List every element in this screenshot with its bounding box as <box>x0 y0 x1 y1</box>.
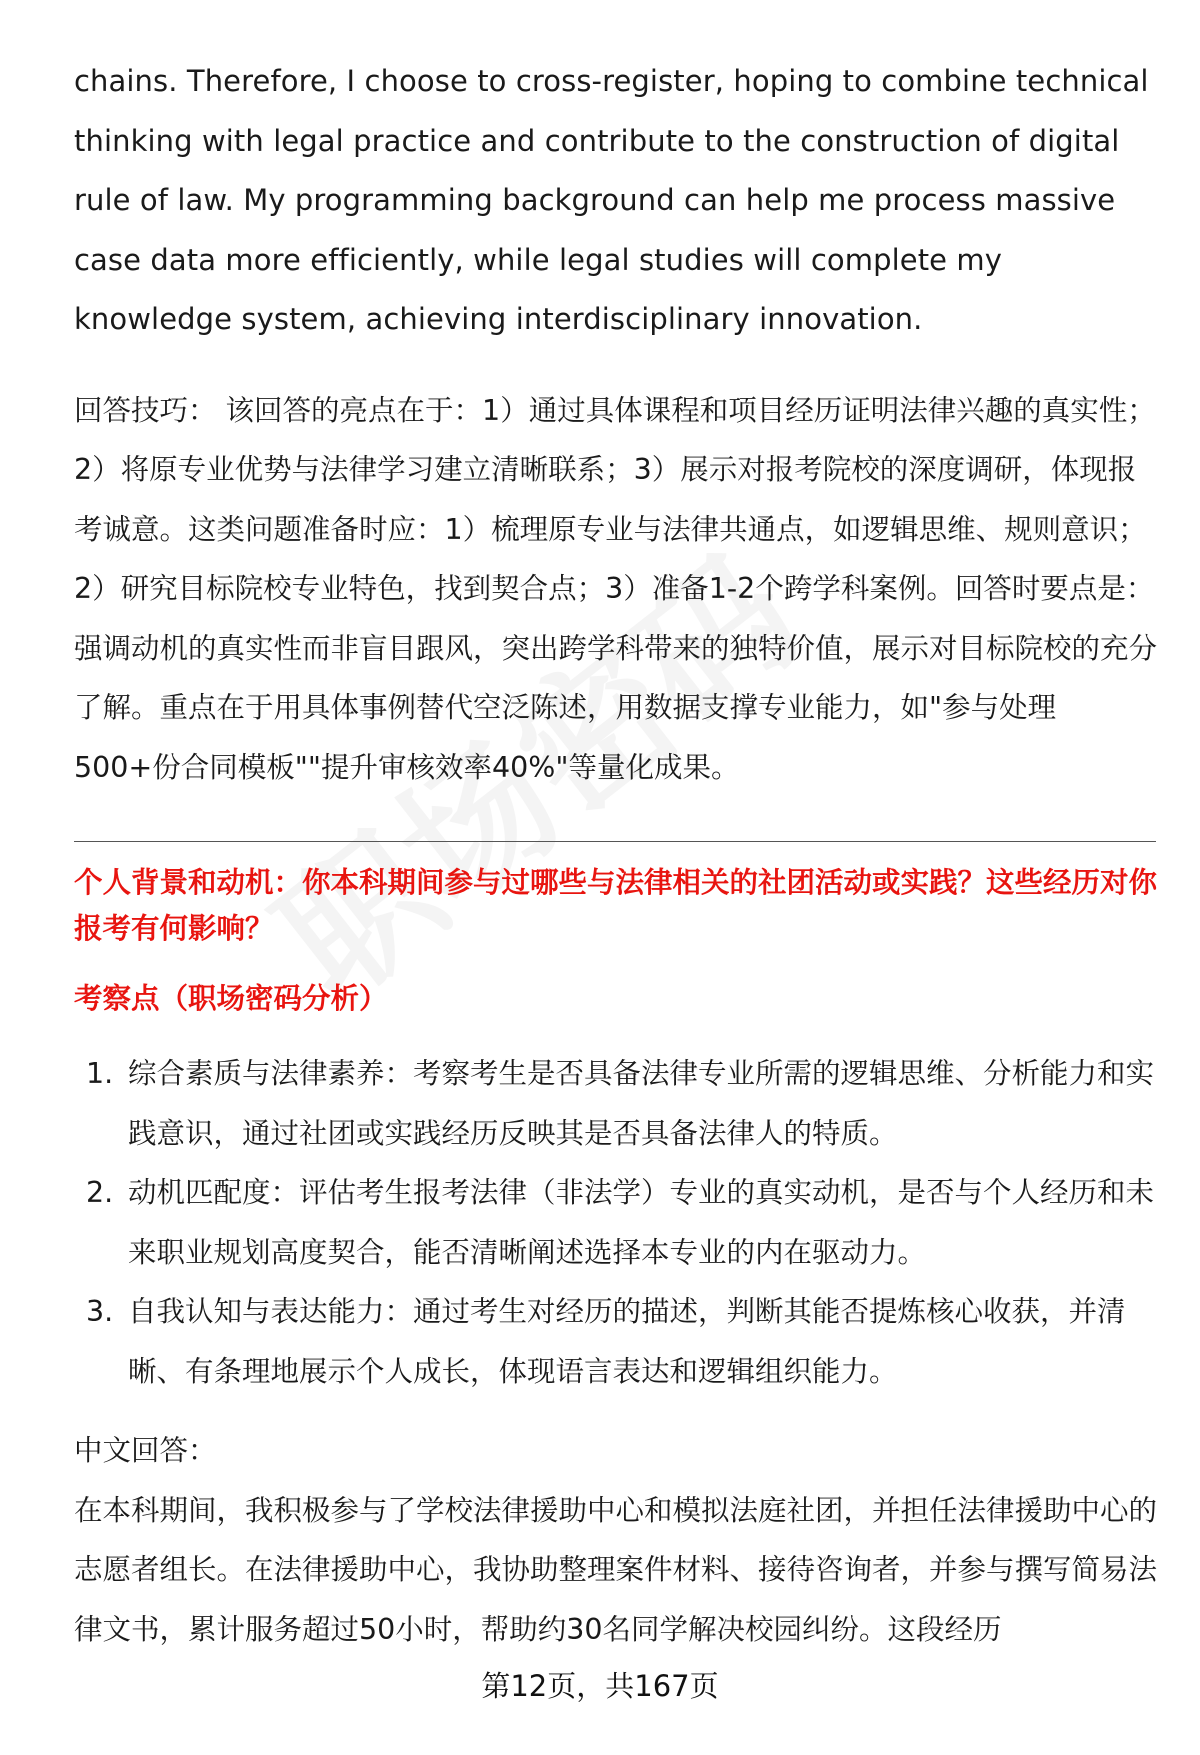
page-number-footer: 第12页，共167页 <box>481 1669 719 1703</box>
list-item-text: 动机匹配度：评估考生报考法律（非法学）专业的真实动机，是否与个人经历和未来职业规划高度契合，能否清晰阐述选择本专业的内在驱动力。 <box>128 1176 1155 1269</box>
list-item-number: 3. <box>86 1295 114 1328</box>
chinese-answer-paragraph: 在本科期间，我积极参与了学校法律援助中心和模拟法庭社团，并担任法律援助中心的志愿者组长。在法律援助中心，我协助整理案件材料、接待咨询者，并参与撰写简易法律文书，累计服务超过50小时，帮助约30名同学解决校园纠纷。这段经历 <box>74 1493 1158 1646</box>
list-item <box>74 1163 1160 1282</box>
list-item <box>74 1282 1160 1401</box>
list-item-text: 自我认知与表达能力：通过考生对经历的描述，判断其能否提炼核心收获，并清晰、有条理地展示个人成长，体现语言表达和逻辑组织能力。 <box>128 1295 1126 1388</box>
list-item <box>74 1044 1160 1163</box>
answer-tips-paragraph: 回答技巧： 该回答的亮点在于：1）通过具体课程和项目经历证明法律兴趣的真实性；2）将原专业优势与法律学习建立清晰联系；3）展示对报考院校的深度调研，体现报考诚意。这类问题准备时应：1）梳理原专业与法律共通点，如逻辑思维、规则意识；2）研究目标院校专业特色，找到契合点；3）准备1-2个跨学科案例。回答时要点是：强调动机的真实性而非盲目跟风，突出跨学科带来的独特价值，展示对目标院校的充分了解。重点在于用具体事例替代空泛陈述，用数据支撑专业能力，如"参与处理500+份合同模板""提升审核效率40%"等量化成果。 <box>74 393 1158 784</box>
document-page <box>74 52 1160 1659</box>
section-divider <box>74 841 1156 842</box>
list-item-number: 1. <box>86 1057 114 1090</box>
assessment-points-heading: 考察点（职场密码分析） <box>74 982 388 1015</box>
assessment-points-list <box>74 1044 1160 1401</box>
chinese-answer-label: 中文回答： <box>74 1434 217 1467</box>
question-heading: 个人背景和动机：你本科期间参与过哪些与法律相关的社团活动或实践？这些经历对你报考有何影响？ <box>74 866 1158 945</box>
list-item-number: 2. <box>86 1176 114 1209</box>
intro-paragraph-en: chains. Therefore, I choose to cross-register, hoping to combine technical thinking with legal practice and contribute to the construction of digital rule of law. My programming background can help me process massive case data more efficiently, while legal studies will complete my knowledge system, achieving interdisciplinary innovation. <box>74 64 1149 336</box>
list-item-text: 综合素质与法律素养：考察考生是否具备法律专业所需的逻辑思维、分析能力和实践意识，通过社团或实践经历反映其是否具备法律人的特质。 <box>128 1057 1155 1150</box>
